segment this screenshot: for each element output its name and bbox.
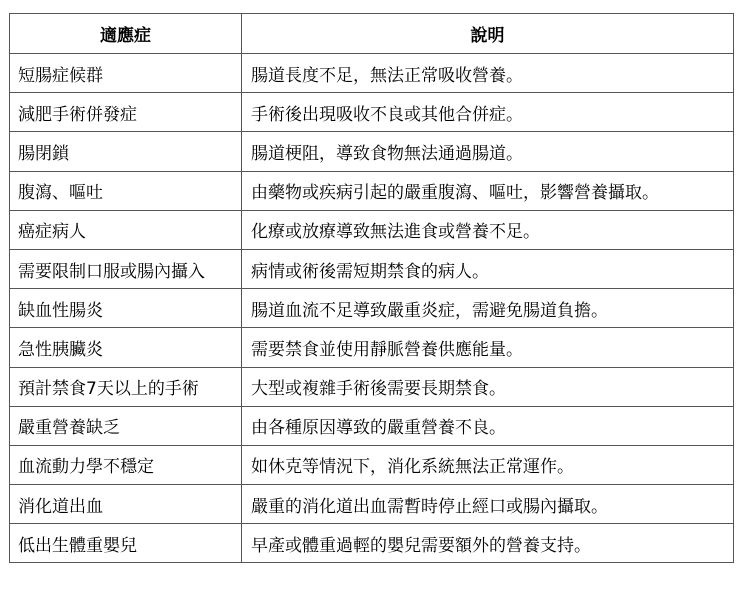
indication-cell: 減肥手術併發症	[10, 93, 242, 132]
table-row	[10, 132, 734, 171]
table-row	[10, 249, 734, 288]
description-cell: 由藥物或疾病引起的嚴重腹瀉、嘔吐，影響營養攝取。	[242, 171, 734, 210]
table-row	[10, 93, 734, 132]
description-cell: 病情或術後需短期禁食的病人。	[242, 249, 734, 288]
description-cell: 腸道梗阻，導致食物無法通過腸道。	[242, 132, 734, 171]
indication-cell: 低出生體重嬰兒	[10, 524, 242, 563]
indication-cell: 需要限制口服或腸內攝入	[10, 249, 242, 288]
table-row	[10, 524, 734, 563]
indication-cell: 嚴重營養缺乏	[10, 406, 242, 445]
table-row	[10, 367, 734, 406]
table-row	[10, 328, 734, 367]
description-cell: 如休克等情況下，消化系統無法正常運作。	[242, 445, 734, 484]
indications-table-container	[9, 13, 733, 563]
indication-cell: 消化道出血	[10, 485, 242, 524]
description-cell: 化療或放療導致無法進食或營養不足。	[242, 210, 734, 249]
indication-cell: 腸閉鎖	[10, 132, 242, 171]
indication-cell: 預計禁食7天以上的手術	[10, 367, 242, 406]
indication-cell: 缺血性腸炎	[10, 289, 242, 328]
header-description: 說明	[242, 14, 734, 54]
table-row	[10, 485, 734, 524]
table-row	[10, 289, 734, 328]
description-cell: 腸道長度不足，無法正常吸收營養。	[242, 54, 734, 93]
table-row	[10, 445, 734, 484]
indication-cell: 短腸症候群	[10, 54, 242, 93]
description-cell: 大型或複雜手術後需要長期禁食。	[242, 367, 734, 406]
indication-cell: 腹瀉、嘔吐	[10, 171, 242, 210]
indications-table	[9, 13, 734, 563]
description-cell: 嚴重的消化道出血需暫時停止經口或腸內攝取。	[242, 485, 734, 524]
description-cell: 由各種原因導致的嚴重營養不良。	[242, 406, 734, 445]
table-header-row	[10, 14, 734, 54]
description-cell: 需要禁食並使用靜脈營養供應能量。	[242, 328, 734, 367]
description-cell: 手術後出現吸收不良或其他合併症。	[242, 93, 734, 132]
header-indication: 適應症	[10, 14, 242, 54]
indication-cell: 急性胰臟炎	[10, 328, 242, 367]
table-row	[10, 171, 734, 210]
table-row	[10, 54, 734, 93]
indication-cell: 血流動力學不穩定	[10, 445, 242, 484]
description-cell: 腸道血流不足導致嚴重炎症，需避免腸道負擔。	[242, 289, 734, 328]
description-cell: 早產或體重過輕的嬰兒需要額外的營養支持。	[242, 524, 734, 563]
table-row	[10, 210, 734, 249]
table-row	[10, 406, 734, 445]
indication-cell: 癌症病人	[10, 210, 242, 249]
